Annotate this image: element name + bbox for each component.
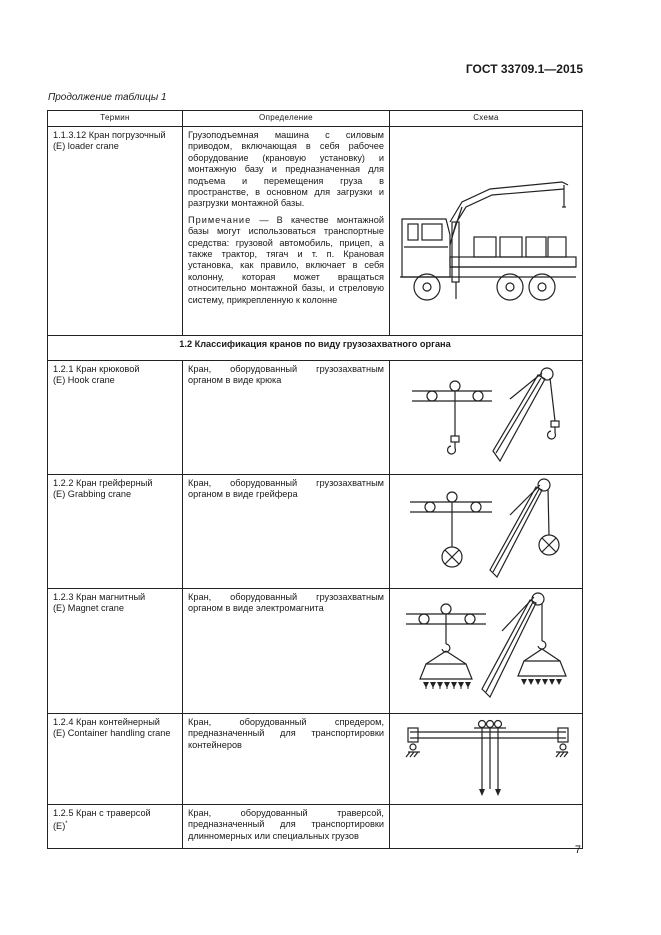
term-text: 1.1.3.12 Кран погрузочный (E) loader crane [53, 130, 166, 152]
section-heading-row [48, 336, 583, 361]
term-text-en: (E) [53, 821, 66, 832]
note-text: — В качестве монтажной базы могут использоваться транспортные средства: грузовой автомобиль, прицеп, а также трактор, тягач и т. п. Крановая установка, как правило, включает в себя колонну, которая может вращаться относительно монтажной базы, и стреловую систему, прикрепленную к колонне [188, 214, 384, 305]
schema-cell [390, 361, 583, 475]
term-text-ru: 1.2.5 Кран с траверсой [53, 808, 151, 818]
term-cell [48, 361, 183, 475]
schema-cell [390, 127, 583, 336]
table-row [48, 714, 583, 805]
table-row [48, 361, 583, 475]
table-caption: Продолжение таблицы 1 [48, 92, 167, 103]
definition-text: Кран, оборудованный траверсой, предназначенный для транспортировки длинномерных или специальных грузов [188, 808, 384, 841]
term-text-ru: 1.2.1 Кран крюковой [53, 364, 140, 374]
section-title: 1.2 Классификация кранов по виду грузозахватного органа [48, 336, 583, 361]
term-text-en: (E) Magnet crane [53, 603, 124, 614]
note [188, 215, 384, 306]
term-cell [48, 127, 183, 336]
note-label: Примечание [188, 214, 252, 225]
term-cell [48, 805, 183, 849]
column-header-definition: Определение [183, 111, 390, 127]
term-text-en: (E) Container handling crane [53, 728, 171, 739]
definition-cell [183, 127, 390, 336]
term-text-en: (E) Grabbing crane [53, 489, 132, 500]
definition-text: Кран, оборудованный грузозахватным органом в виде грейфера [188, 478, 384, 500]
table-row [48, 805, 583, 849]
term-text-en: (E) Hook crane [53, 375, 115, 386]
definition-cell [183, 714, 390, 805]
definition-cell [183, 475, 390, 589]
hook-crane-scheme-icon [390, 361, 583, 474]
schema-cell-empty [390, 805, 583, 849]
definition-text: Кран, оборудованный спредером, предназначенный для транспортировки контейнеров [188, 717, 384, 750]
column-header-scheme: Схема [390, 111, 583, 127]
page-number: 7 [574, 844, 581, 856]
term-cell [48, 714, 183, 805]
magnet-crane-scheme-icon [390, 589, 583, 713]
definition-text: Грузоподъемная машина с силовым приводом, включающая в себя рабочее оборудование (крановую установку) и монтажную базу и предназначенная для подъема и перемещения груза в пространстве, в основном для загрузки и разгрузки монтажной базы. [188, 130, 384, 209]
container-crane-scheme-icon [390, 714, 583, 804]
definition-text: Кран, оборудованный грузозахватным органом в виде крюка [188, 364, 384, 386]
document-standard-number: ГОСТ 33709.1—2015 [465, 62, 583, 76]
table-row [48, 475, 583, 589]
definition-cell [183, 361, 390, 475]
table-row [48, 589, 583, 714]
term-text-en-wrap [53, 819, 177, 832]
column-header-term: Термин [48, 111, 183, 127]
term-cell [48, 475, 183, 589]
grab-crane-scheme-icon [390, 475, 583, 588]
table-header-row [48, 111, 583, 127]
terms-table [47, 110, 583, 849]
loader-crane-truck-icon [390, 127, 583, 335]
term-text-ru: 1.2.4 Кран контейнерный [53, 717, 160, 727]
footnote-marker: * [65, 821, 68, 828]
schema-cell [390, 714, 583, 805]
term-text-ru: 1.2.2 Кран грейферный [53, 478, 153, 488]
term-cell [48, 589, 183, 714]
table-row [48, 127, 583, 336]
term-text-ru: 1.2.3 Кран магнитный [53, 592, 146, 602]
schema-cell [390, 475, 583, 589]
definition-cell [183, 589, 390, 714]
definition-cell [183, 805, 390, 849]
definition-text: Кран, оборудованный грузозахватным органом в виде электромагнита [188, 592, 384, 614]
schema-cell [390, 589, 583, 714]
